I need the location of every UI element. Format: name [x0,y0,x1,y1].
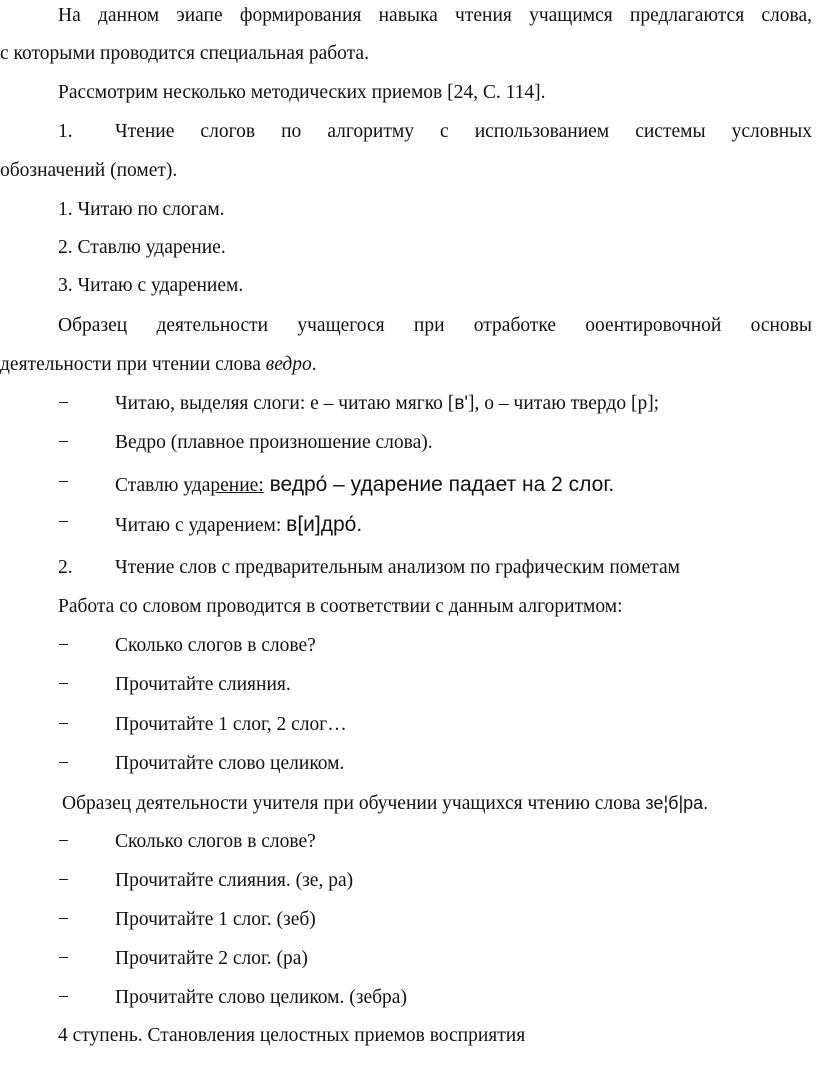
work-line: Работа со словом проводится в соответствии с данным алгоритмом: [58,596,623,617]
bullet3-item5: Прочитайте слово целиком. (зебра) [115,987,407,1008]
dash-icon: − [58,948,69,969]
bullet1-item2: Ведро (плавное произношение слова). [115,432,433,453]
sample1-line1: Образец деятельности учащегося при отработке ооентировочной основы [58,315,812,336]
item1-line1: Чтение слогов по алгоритму с использованием системы условных [115,121,812,142]
dash-icon: − [58,987,69,1008]
dash-icon: − [58,512,69,533]
bullet1-item4-transcription: в[и]дро́. [286,513,363,536]
bullet1-item1-sound: в' [454,393,469,414]
bullet1-item3-text-a: Ставлю уда [115,475,211,496]
final-line: 4 ступень. Становления целостных приемов восприятия [58,1025,526,1046]
dash-icon: − [58,393,69,414]
step-3: 3. Читаю с ударением. [58,275,244,296]
sample2-text: Образец деятельности учителя при обучении учащихся чтению слова [62,793,646,814]
bullet2-item4: Прочитайте слово целиком. [115,753,345,774]
bullet3-item2: Прочитайте слияния. (зе, ра) [115,870,354,891]
dash-icon: − [58,472,69,493]
bullet1-item3-underlined: рение: [210,475,264,496]
item2-text: Чтение слов с предварительным анализом по графическим пометам [115,557,680,578]
bullet2-item3: Прочитайте 1 слог, 2 слог… [115,714,347,735]
bullet1-item1 [115,389,659,419]
item1-number: 1. [58,121,73,142]
sample2-line [62,788,816,818]
bullet1-item4 [115,510,362,540]
sample1-line2-prefix: деятельности при чтении слова [0,354,266,375]
dash-icon: − [58,714,69,735]
bullet1-item3-stress-note: ведро́ – ударение падает на 2 слог. [263,473,615,496]
bullet1-item3 [115,470,614,500]
item1-line2: обозначений (помет). [0,160,178,181]
paragraph-intro-line1: На данном эиапе формирования навыка чтения учащимся предлагаются слова, [58,5,812,26]
item2-number: 2. [58,557,73,578]
bullet3-item1: Сколько слогов в слове? [115,831,316,852]
bullet2-item2: Прочитайте слияния. [115,674,291,695]
bullet1-item1-text-a: Читаю, выделяя слоги: е – читаю мягко [ [115,393,455,414]
bullet1-item4-text-a: Читаю с ударением: [115,515,287,536]
paragraph-methods: Рассмотрим несколько методических приемов [24, С. 114]. [58,82,546,103]
paragraph-intro-line2: с которыми проводится специальная работа. [0,43,369,64]
sample1-line2-suffix: . [311,354,317,375]
dash-icon: − [58,753,69,774]
sample2-word: зе¦б|ра. [645,793,709,813]
dash-icon: − [58,909,69,930]
step-2: 2. Ставлю ударение. [58,237,226,258]
dash-icon: − [58,635,69,656]
sample1-line2 [0,350,816,380]
bullet3-item4: Прочитайте 2 слог. (ра) [115,948,308,969]
dash-icon: − [58,674,69,695]
bullet3-item3: Прочитайте 1 слог. (зеб) [115,909,316,930]
bullet2-item1: Сколько слогов в слове? [115,635,316,656]
dash-icon: − [58,831,69,852]
bullet1-item1-text-c: ], о – читаю твердо [р]; [468,393,660,414]
sample1-word: ведро [265,354,312,375]
dash-icon: − [58,870,69,891]
dash-icon: − [58,432,69,453]
step-1: 1. Читаю по слогам. [58,199,225,220]
